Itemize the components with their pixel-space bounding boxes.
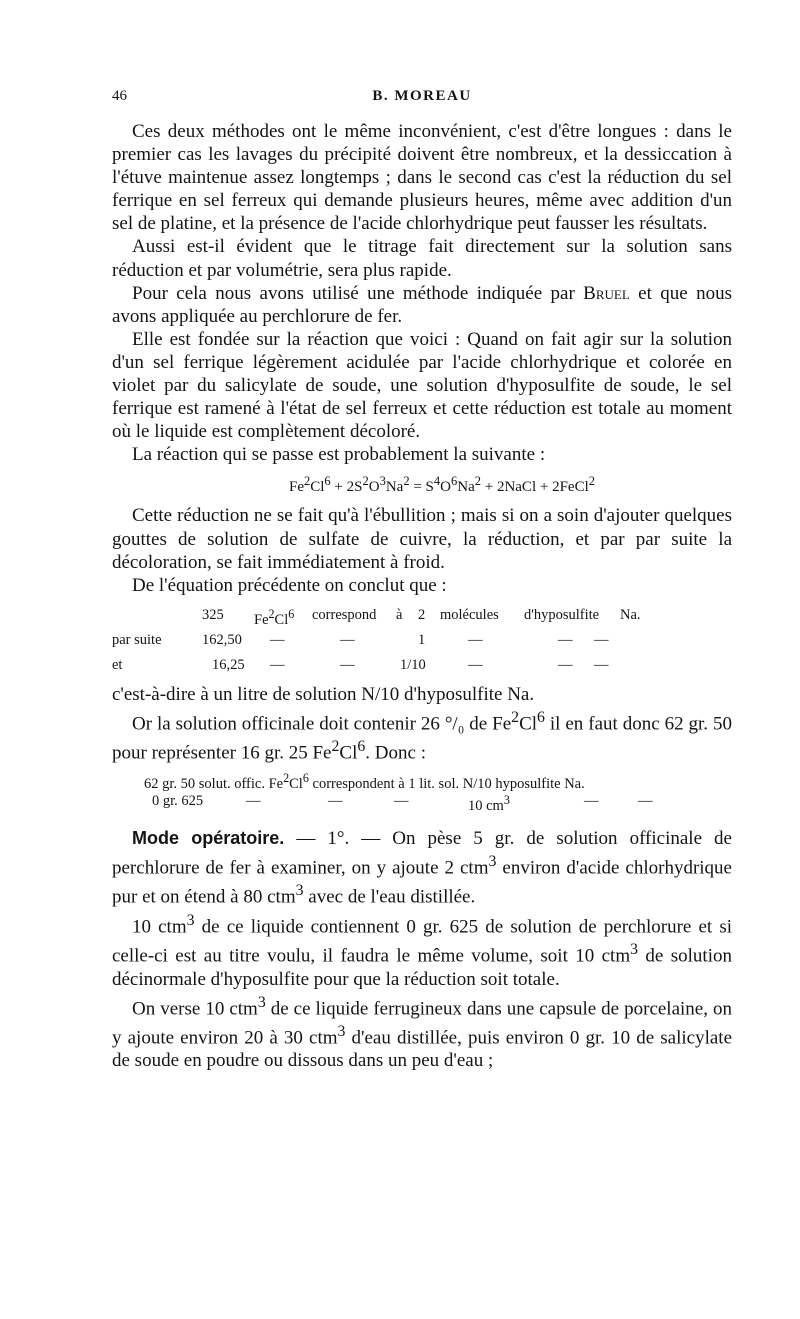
- table-row: [112, 793, 732, 813]
- table-cell: —: [594, 631, 609, 648]
- table-cell: —: [558, 631, 573, 648]
- text: il en faut donc 62 gr. 50 pour représenter 16 gr. 25 Fe: [112, 713, 732, 764]
- exponent: 3: [630, 941, 639, 959]
- text: avec de l'eau distillée.: [303, 886, 476, 908]
- text: 62 gr. 50 solut. offic. Fe: [144, 775, 284, 792]
- eq-part: Na: [457, 479, 475, 496]
- eq-index: 2: [474, 474, 481, 489]
- eq-index: 2: [588, 474, 595, 489]
- paragraph: De l'équation précédente on conclut que :: [132, 574, 447, 596]
- paragraph: Ces deux méthodes ont le même inconvénient, c'est d'être longues : dans le premier cas les lavages du précipité doivent être nombreux, et la dessiccation à l'étuve maintenue assez longtemps ; dans le second cas c'est la réduction du sel ferrique en sel ferreux qui demande plusieurs heures, même avec addition d'un sel de platine, et la présence de l'acide chlorhydrique peut fausser les résultats.: [112, 121, 732, 235]
- text: . Donc :: [365, 742, 426, 764]
- author-name: Bruel: [583, 282, 630, 304]
- table-cell: Na.: [620, 606, 641, 623]
- table-cell: 2: [418, 606, 426, 623]
- step-marker: — 1°. —: [284, 827, 393, 849]
- table-cell: 0 gr. 625: [152, 792, 204, 809]
- index: 6: [537, 708, 545, 726]
- eq-part: O: [368, 479, 380, 496]
- paragraph: La réaction qui se passe est probablement la suivante :: [132, 444, 546, 466]
- eq-index: 6: [324, 474, 331, 489]
- index: 2: [268, 606, 275, 621]
- text: de Fe: [464, 713, 512, 735]
- table-cell: —: [594, 656, 609, 673]
- table-cell: 1/10: [400, 656, 426, 673]
- table-cell: —: [270, 631, 285, 648]
- paragraph: [112, 909, 732, 991]
- index: 2: [511, 708, 520, 726]
- table-cell: [254, 607, 294, 629]
- text: On pèse 5 gr. de solution officinale de perchlorure de fer à examiner, on y ajoute 2 ctm: [112, 827, 732, 879]
- eq-part: Cl: [310, 479, 325, 496]
- exponent: 3: [257, 993, 266, 1011]
- exponent: 3: [337, 1023, 346, 1041]
- table-cell: —: [270, 656, 285, 673]
- paragraph: [112, 991, 732, 1073]
- paragraph: [112, 706, 732, 765]
- table-cell: 162,50: [202, 631, 242, 648]
- table-cell: —: [246, 792, 261, 809]
- table-cell: correspond: [312, 606, 377, 623]
- paragraph: Aussi est-il évident que le titrage fait directement sur la solution sans réduction et par volumétrie, sera plus rapide.: [112, 236, 732, 281]
- running-header: [112, 88, 732, 110]
- index: 2: [331, 738, 340, 756]
- page-number: 46: [112, 88, 127, 104]
- equivalence-table: [112, 607, 732, 679]
- table-cell: —: [468, 656, 483, 673]
- table-row: [112, 632, 732, 654]
- exponent: 3: [503, 792, 510, 807]
- eq-part: + 2NaCl + 2FeCl: [480, 479, 589, 496]
- exponent: 3: [186, 911, 195, 929]
- index: 6: [302, 770, 309, 785]
- table-cell: —: [394, 792, 409, 809]
- dosage-table: [112, 771, 732, 815]
- exponent: 3: [295, 882, 304, 900]
- table-cell: 16,25: [212, 656, 245, 673]
- table-cell: —: [584, 792, 599, 809]
- table-cell: par suite: [112, 631, 162, 648]
- page-body: [112, 120, 732, 1073]
- table-cell: —: [638, 792, 653, 809]
- eq-index: 2: [403, 474, 410, 489]
- text: environ d'acide chlorhydrique pur et on étend à 80 ctm: [112, 857, 732, 908]
- paragraph: Cette réduction ne se fait qu'à l'ébullition ; mais si on a soin d'ajouter quelques gouttes de solution de sulfate de cuivre, la réduction, et par par suite la décoloration, se fait immédiatement à froid.: [112, 505, 732, 573]
- table-row: [112, 607, 732, 629]
- table-cell: à: [396, 606, 403, 623]
- text: de ce liquide contiennent 0 gr. 625 de solution de perchlorure et si celle-ci est au titre voulu, il faudra le même volume, soit 10 ctm: [112, 915, 732, 967]
- chemical-equation: [112, 474, 732, 496]
- text: correspondent à 1 lit. sol. N/10 hyposulfite Na.: [312, 775, 585, 792]
- index: 6: [288, 606, 295, 621]
- eq-index: 4: [433, 474, 441, 489]
- text: de solution décinormale d'hyposulfite pour que la réduction soit totale.: [112, 945, 732, 990]
- text: Fe: [254, 611, 269, 628]
- text: Cl: [289, 775, 303, 792]
- text: de ce liquide ferrugineux dans une capsule de porcelaine, on y ajoute environ 20 à 30 ctm: [112, 997, 732, 1049]
- eq-part: O: [440, 479, 451, 496]
- table-cell: et: [112, 656, 123, 673]
- paragraph: [112, 282, 732, 328]
- index: 2: [283, 770, 290, 785]
- table-cell: —: [340, 631, 355, 648]
- table-cell: 1: [418, 631, 426, 648]
- paragraph: [112, 827, 732, 909]
- table-row: [112, 771, 732, 791]
- text: 10 cm: [468, 797, 504, 814]
- paragraph: c'est-à-dire à un litre de solution N/10 d'hyposulfite Na.: [112, 683, 535, 705]
- eq-index: 2: [303, 474, 311, 489]
- eq-index: 3: [379, 474, 386, 489]
- eq-part: Fe: [288, 479, 304, 496]
- eq-index: 6: [450, 474, 458, 489]
- text: Pour cela nous avons utilisé une méthode indiquée par: [132, 282, 584, 304]
- index: 6: [357, 738, 366, 756]
- text: Or la solution officinale doit contenir 26: [132, 713, 445, 735]
- table-cell: —: [468, 631, 483, 648]
- table-cell: —: [328, 792, 343, 809]
- text: Cl: [519, 713, 538, 735]
- table-cell: 325: [202, 606, 224, 623]
- text: Cl: [274, 611, 289, 628]
- table-cell: —: [340, 656, 355, 673]
- running-head: B. MOREAU: [372, 88, 472, 104]
- table-cell: —: [558, 656, 573, 673]
- percent-sign: °/₀: [444, 713, 465, 735]
- table-cell: [468, 793, 510, 815]
- eq-part: = S: [409, 479, 434, 496]
- eq-index: 2: [362, 474, 369, 489]
- text: On verse 10 ctm: [132, 997, 258, 1019]
- text: Cl: [339, 742, 358, 764]
- table-row: [112, 657, 732, 679]
- text: 10 ctm: [132, 915, 187, 937]
- exponent: 3: [488, 852, 497, 870]
- table-cell: [144, 771, 585, 793]
- table-cell: molécules: [440, 606, 499, 623]
- eq-part: + 2S: [330, 479, 363, 496]
- table-cell: d'hyposulfite: [524, 606, 600, 623]
- text: d'eau distillée, puis environ 0 gr. 10 de salicylate de soude en poudre ou dissous dans un peu d'eau ;: [112, 1027, 733, 1072]
- section-heading: Mode opératoire.: [132, 827, 285, 848]
- paragraph: Elle est fondée sur la réaction que voici : Quand on fait agir sur la solution d'un sel ferrique légèrement acidulée par l'acide chlorhydrique et colorée en violet par du salicylate de soude, une solution d'hyposulfite de soude, le sel ferrique est ramené à l'état de sel ferreux et cette réduction est totale au moment où le liquide est complètement décoloré.: [112, 328, 732, 443]
- text: et que nous avons appliquée au perchlorure de fer.: [112, 282, 732, 327]
- eq-part: Na: [385, 479, 404, 496]
